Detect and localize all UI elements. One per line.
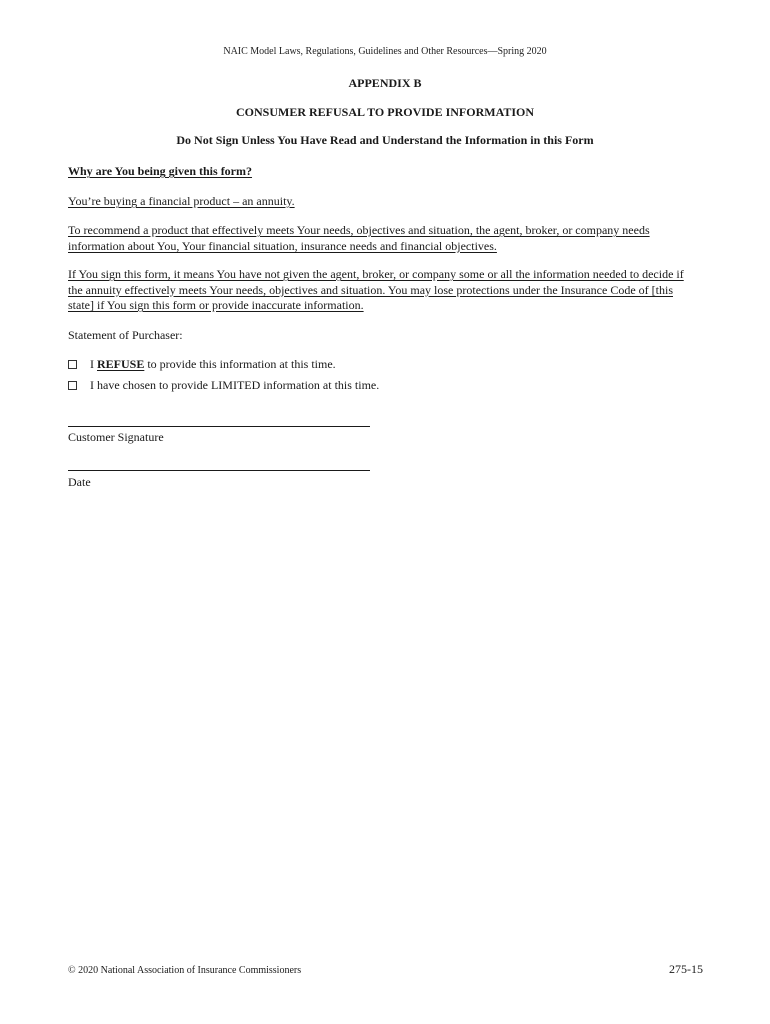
why-heading: Why are You being given this form? [68,164,253,178]
if-sign-paragraph: If You sign this form, it means You have not given the agent, broker, or company some or all the information needed to decide if the annuity effectively meets Your needs, objectives and situation. You may lose protections under the Insurance Code of [this state] if You sign this form or provide inaccurate information. [68,267,684,312]
date-line[interactable] [68,470,370,471]
sign-warning: Do Not Sign Unless You Have Read and Understand the Information in this Form [176,133,594,147]
refuse-prefix: I [90,357,97,371]
limited-checkbox[interactable] [68,381,77,390]
limited-option [68,378,379,393]
page-number: 275-15 [669,962,703,976]
appendix-label: APPENDIX B [348,76,422,90]
signature-label: Customer Signature [68,430,164,444]
recommend-paragraph: To recommend a product that effectively meets Your needs, objectives and situation, the agent, broker, or company needs information about You, Your financial situation, insurance needs and financial objectives. [68,223,650,253]
refuse-emphasis: REFUSE [97,357,145,371]
running-header: NAIC Model Laws, Regulations, Guidelines and Other Resources—Spring 2020 [223,46,547,57]
signature-line[interactable] [68,426,370,427]
refuse-suffix: to provide this information at this time. [144,357,336,371]
refuse-option-text [90,357,336,372]
refuse-checkbox[interactable] [68,360,77,369]
statement-of-purchaser: Statement of Purchaser: [68,328,183,342]
date-label: Date [68,475,91,489]
refuse-option [68,357,336,372]
buying-statement: You’re buying a financial product – an annuity. [68,194,295,208]
form-title: CONSUMER REFUSAL TO PROVIDE INFORMATION [235,105,535,119]
copyright-footer: © 2020 National Association of Insurance Commissioners [68,965,302,976]
limited-option-text: I have chosen to provide LIMITED information at this time. [90,378,380,392]
